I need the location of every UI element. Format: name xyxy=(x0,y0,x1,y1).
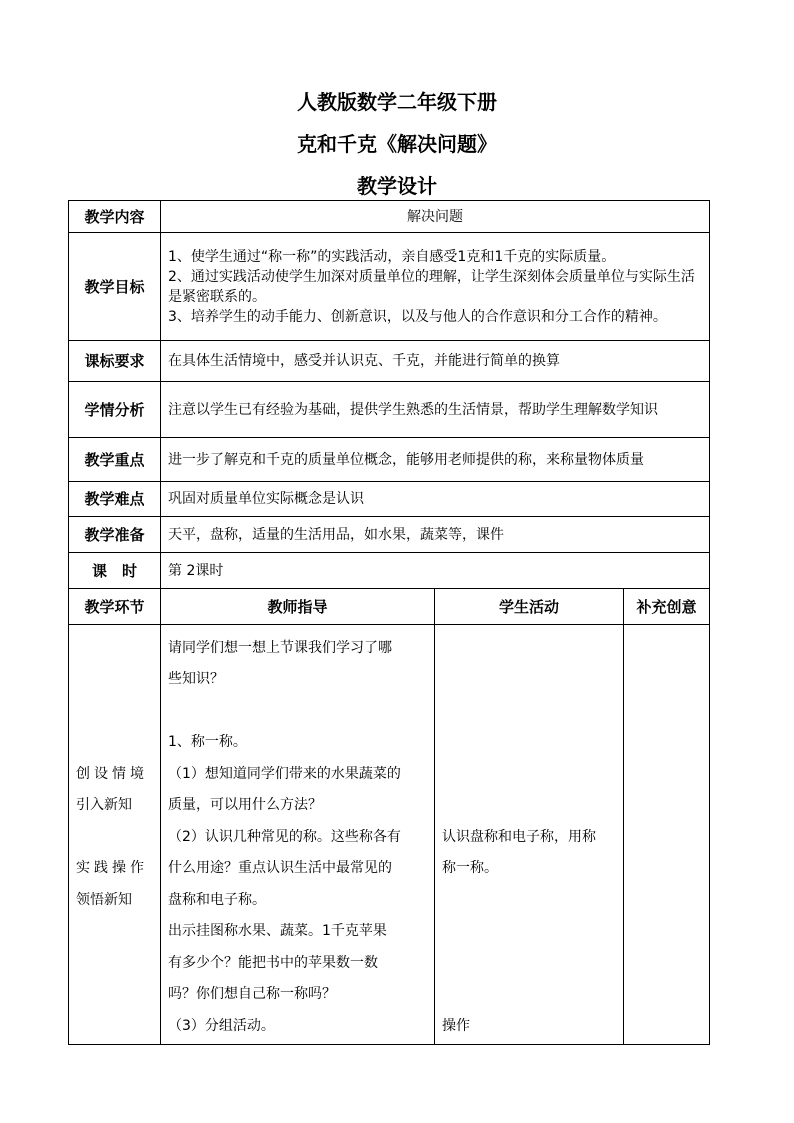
doc-subtitle: 克和千克《解决问题》 xyxy=(297,132,497,156)
label-goals: 教学目标 xyxy=(69,233,161,341)
value-prep: 天平，盘称，适量的生活用品，如水果，蔬菜等，课件 xyxy=(161,517,710,553)
label-content: 教学内容 xyxy=(69,201,161,233)
col-header-stage: 教学环节 xyxy=(69,589,161,625)
teacher-line: 出示挂图称水果、蔬菜。1千克苹果 xyxy=(168,923,387,940)
row-prep xyxy=(69,517,710,553)
col-header-student: 学生活动 xyxy=(435,589,624,625)
teacher-line: （1）想知道同学们带来的水果蔬菜的 xyxy=(168,765,401,782)
value-key: 进一步了解克和千克的质量单位概念，能够用老师提供的称，来称量物体质量 xyxy=(161,438,710,482)
doc-title: 人教版数学二年级下册 xyxy=(297,90,497,114)
student-line: 称一称。 xyxy=(442,860,498,877)
value-analysis: 注意以学生已有经验为基础，提供学生熟悉的生活情景，帮助学生理解数学知识 xyxy=(161,382,710,438)
stage-label: 创设情境 xyxy=(76,765,148,782)
value-period: 第 2课时 xyxy=(161,553,710,589)
teacher-line: 盘称和电子称。 xyxy=(168,891,266,908)
doc-heading: 教学设计 xyxy=(357,174,437,198)
teacher-line: 质量，可以用什么方法？ xyxy=(168,797,322,814)
row-analysis xyxy=(69,382,710,438)
row-column-headers xyxy=(69,589,710,625)
stage-label: 领悟新知 xyxy=(76,891,132,908)
value-goals xyxy=(161,233,710,341)
label-standard: 课标要求 xyxy=(69,341,161,382)
value-standard: 在具体生活情境中，感受并认识克、千克，并能进行简单的换算 xyxy=(161,341,710,382)
teacher-cell xyxy=(161,625,435,1045)
row-difficulty xyxy=(69,482,710,517)
goal-line: 2、通过实践活动使学生加深对质量单位的理解，让学生深刻体会质量单位与实际生活是紧密联系的。 xyxy=(168,268,695,305)
teacher-line: 有多少个？能把书中的苹果数一数 xyxy=(168,954,378,971)
row-key xyxy=(69,438,710,482)
teacher-line: 吗？你们想自己称一称吗？ xyxy=(168,986,336,1003)
label-difficulty: 教学难点 xyxy=(69,482,161,517)
teacher-line: （3）分组活动。 xyxy=(168,1017,275,1034)
row-activities xyxy=(69,625,710,1045)
student-line: 操作 xyxy=(442,1017,470,1034)
row-standard xyxy=(69,341,710,382)
label-period: 课 时 xyxy=(69,553,161,589)
extra-cell xyxy=(624,625,710,1045)
teacher-line: 什么用途？重点认识生活中最常见的 xyxy=(168,860,392,877)
stage-label: 实践操作 xyxy=(76,860,148,877)
stage-label: 引入新知 xyxy=(76,797,132,814)
lesson-plan-table xyxy=(68,200,710,1045)
value-difficulty: 巩固对质量单位实际概念是认识 xyxy=(161,482,710,517)
student-line: 认识盘称和电子称，用称 xyxy=(442,828,596,845)
value-content: 解决问题 xyxy=(161,201,710,233)
label-prep: 教学准备 xyxy=(69,517,161,553)
label-analysis: 学情分析 xyxy=(69,382,161,438)
teacher-line: 请同学们想一想上节课我们学习了哪 xyxy=(168,639,392,656)
row-content xyxy=(69,201,710,233)
teacher-line: 些知识？ xyxy=(168,671,224,688)
goal-line: 1、使学生通过“称一称”的实践活动，亲自感受1克和1千克的实际质量。 xyxy=(168,248,616,265)
goal-line: 3、培养学生的动手能力、创新意识，以及与他人的合作意识和分工合作的精神。 xyxy=(168,308,667,325)
stage-cell xyxy=(69,625,161,1045)
col-header-teacher: 教师指导 xyxy=(161,589,435,625)
teacher-line: （2）认识几种常见的称。这些称各有 xyxy=(168,828,401,845)
row-period xyxy=(69,553,710,589)
student-cell xyxy=(435,625,624,1045)
label-key: 教学重点 xyxy=(69,438,161,482)
row-goals xyxy=(69,233,710,341)
teacher-line: 1、称一称。 xyxy=(168,734,247,751)
col-header-extra: 补充创意 xyxy=(624,589,710,625)
